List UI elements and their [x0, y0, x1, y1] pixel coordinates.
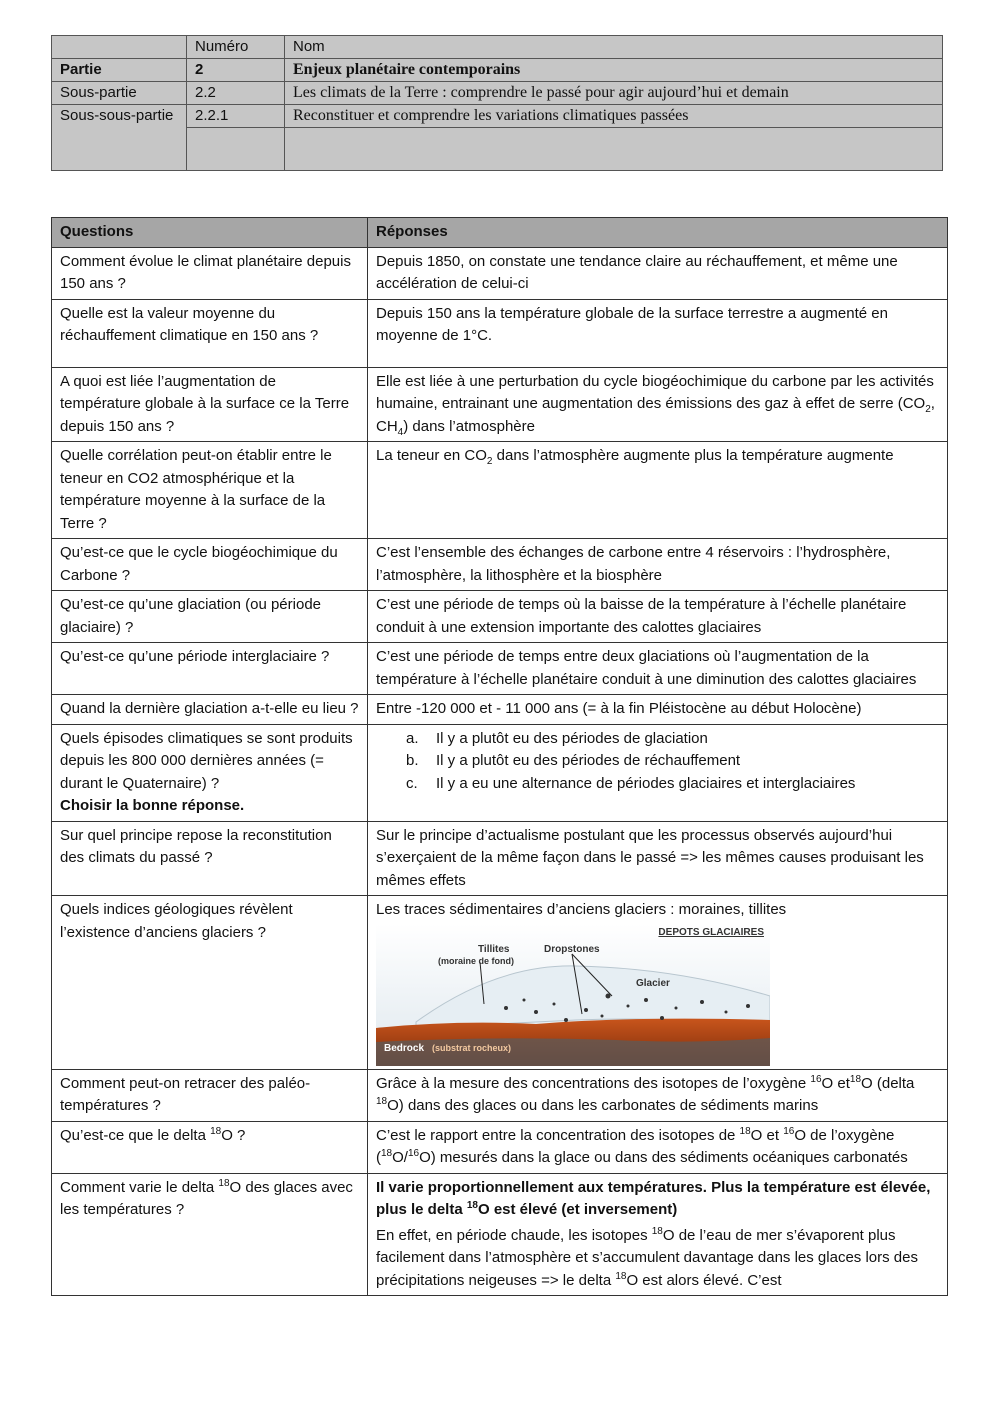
diagram-title: DEPOTS GLACIAIRES — [658, 926, 764, 938]
question-cell: Qu’est-ce que le delta $^{18}$O ? — [52, 1121, 368, 1173]
meta-header-nom: Nom — [285, 36, 943, 59]
qa-header-row — [52, 218, 948, 248]
list-item: a. Il y a plutôt eu des périodes de glaciation — [406, 729, 708, 747]
table-row — [52, 299, 948, 367]
meta-row-sous-partie — [52, 82, 943, 105]
answer-cell: Elle est liée à une perturbation du cycle biogéochimique du carbone par les activités humaine, entrainant une augmentation des émissions des gaz à effet de serre ($CO_2$, $CH_4$) dans l’atmosphère — [368, 367, 948, 442]
table-row — [52, 367, 948, 442]
table-row — [52, 821, 948, 896]
table-row — [52, 1121, 948, 1173]
label-moraine: (moraine de fond) — [438, 955, 514, 966]
meta-label: Sous-partie — [52, 82, 187, 105]
question-cell: Qu’est-ce qu’une glaciation (ou période glaciaire) ? — [52, 591, 368, 643]
table-row — [52, 643, 948, 695]
table-row — [52, 1069, 948, 1121]
table-row — [52, 724, 948, 821]
question-cell: A quoi est liée l’augmentation de température globale à la surface ce la Terre depuis 150 ans ? — [52, 367, 368, 442]
answer-emphasis: Il varie proportionnellement aux températures. Plus la température est élevée, plus le delta $^{18}$O est élevé (et inversement) — [376, 1178, 931, 1218]
table-row — [52, 1173, 948, 1296]
questions-table — [51, 217, 948, 1296]
meta-label: Sous-sous-partie — [52, 105, 187, 171]
answers-header: Réponses — [368, 218, 948, 248]
table-row — [52, 896, 948, 1070]
label-tillites: Tillites — [478, 943, 510, 955]
question-cell: Comment peut-on retracer des paléo-températures ? — [52, 1069, 368, 1121]
meta-title: Reconstituer et comprendre les variations climatiques passées — [285, 105, 943, 128]
answer-cell: Depuis 150 ans la température globale de la surface terrestre a augmenté en moyenne de 1°C. — [368, 299, 948, 367]
question-cell: Comment varie le delta $^{18}$O des glaces avec les températures ? — [52, 1173, 368, 1296]
glacial-deposits-diagram — [376, 924, 770, 1066]
answer-cell — [368, 724, 948, 821]
table-row — [52, 539, 948, 591]
meta-number: 2 — [187, 59, 285, 82]
question-cell: Quelle corrélation peut-on établir entre le teneur en CO2 atmosphérique et la température moyenne à la surface de la Terre ? — [52, 442, 368, 539]
question-cell: Qu’est-ce que le cycle biogéochimique du Carbone ? — [52, 539, 368, 591]
list-item: c. Il y a eu une alternance de périodes glaciaires et interglaciaires — [406, 774, 856, 792]
label-substrat: (substrat rocheux) — [432, 1042, 512, 1053]
metadata-table — [51, 35, 943, 171]
meta-number: 2.2.1 — [187, 105, 285, 128]
meta-title: Enjeux planétaire contemporains — [285, 59, 943, 82]
answer-cell: C’est l’ensemble des échanges de carbone entre 4 réservoirs : l’hydrosphère, l’atmosphère, la lithosphère et la biosphère — [368, 539, 948, 591]
meta-row-sous-sous-partie — [52, 105, 943, 128]
answer-cell: C’est une période de temps entre deux glaciations où l’augmentation de la température à l’échelle planétaire conduit à une diminution des calottes glaciaires — [368, 643, 948, 695]
questions-header: Questions — [52, 218, 368, 248]
table-row — [52, 695, 948, 725]
meta-header-row — [52, 36, 943, 59]
meta-empty-cell — [285, 128, 943, 171]
label-bedrock: Bedrock — [384, 1042, 425, 1054]
list-item: b. Il y a plutôt eu des périodes de réchauffement — [406, 752, 741, 769]
meta-label: Partie — [52, 59, 187, 82]
answer-cell: Grâce à la mesure des concentrations des isotopes de l’oxygène $^{16}$O $et^{18}O$ (delta $^{18}$O) dans des glaces ou dans les carbonates de sédiments marins — [368, 1069, 948, 1121]
meta-title: Les climats de la Terre : comprendre le passé pour agir aujourd’hui et demain — [285, 82, 943, 105]
table-row — [52, 247, 948, 299]
label-dropstones: Dropstones — [544, 943, 600, 955]
answer-cell: Sur le principe d’actualisme postulant que les processus observés aujourd’hui s’exerçaient de la même façon dans le passé => les mêmes causes produisant les mêmes effets — [368, 821, 948, 896]
answer-cell: C’est une période de temps où la baisse de la température à l’échelle planétaire conduit à une extension importante des calottes glaciaires — [368, 591, 948, 643]
answer-cell: Les traces sédimentaires d’anciens glaciers : moraines, tillites DEPOTS GLACIAIRES Tillites (moraine de fond) Dropstones Glacier Bedrock (substrat rocheux) — [368, 896, 948, 1070]
meta-header-numero: Numéro — [187, 36, 285, 59]
question-cell: Comment évolue le climat planétaire depuis 150 ans ? — [52, 247, 368, 299]
meta-header-empty — [52, 36, 187, 59]
answer-cell: Entre -120 000 et - 11 000 ans (= à la fin Pléistocène au début Holocène) — [368, 695, 948, 725]
question-cell: Quels indices géologiques révèlent l’existence d’anciens glaciers ? — [52, 896, 368, 1070]
question-cell: Quelle est la valeur moyenne du réchauffement climatique en 150 ans ? — [52, 299, 368, 367]
answer-explanation: En effet, en période chaude, les isotopes $^{18}$O de l’eau de mer s’évaporent plus facilement dans l’atmosphère et s’accumulent davantage dans les glaces lors des précipitations neigeuses => le delta $^{18}$O est alors élevé. C’est — [376, 1225, 918, 1289]
meta-empty-cell — [187, 128, 285, 171]
question-cell: Quand la dernière glaciation a-t-elle eu lieu ? — [52, 695, 368, 725]
table-row — [52, 591, 948, 643]
table-row — [52, 442, 948, 539]
answer-cell: Depuis 1850, on constate une tendance claire au réchauffement, et même une accélération de celui-ci — [368, 247, 948, 299]
label-glacier: Glacier — [636, 977, 670, 989]
choice-list — [376, 728, 939, 796]
question-cell: Sur quel principe repose la reconstitution des climats du passé ? — [52, 821, 368, 896]
answer-cell — [368, 1173, 948, 1296]
question-cell: Quels épisodes climatiques se sont produits depuis les 800 000 dernières années (= durant le Quaternaire) ? Choisir la bonne réponse. — [52, 724, 368, 821]
instruction: Choisir la bonne réponse. — [60, 797, 245, 814]
meta-number: 2.2 — [187, 82, 285, 105]
answer-cell: C’est le rapport entre la concentration des isotopes de $^{18}$O et $^{16}$O de l’oxygène ($^{18}$O/$^{16}$O) mesurés dans la glace ou dans des sédiments océaniques carbonatés — [368, 1121, 948, 1173]
question-cell: Qu’est-ce qu’une période interglaciaire ? — [52, 643, 368, 695]
meta-row-partie — [52, 59, 943, 82]
answer-cell: La teneur en $CO_2$ dans l’atmosphère augmente plus la température augmente — [368, 442, 948, 539]
